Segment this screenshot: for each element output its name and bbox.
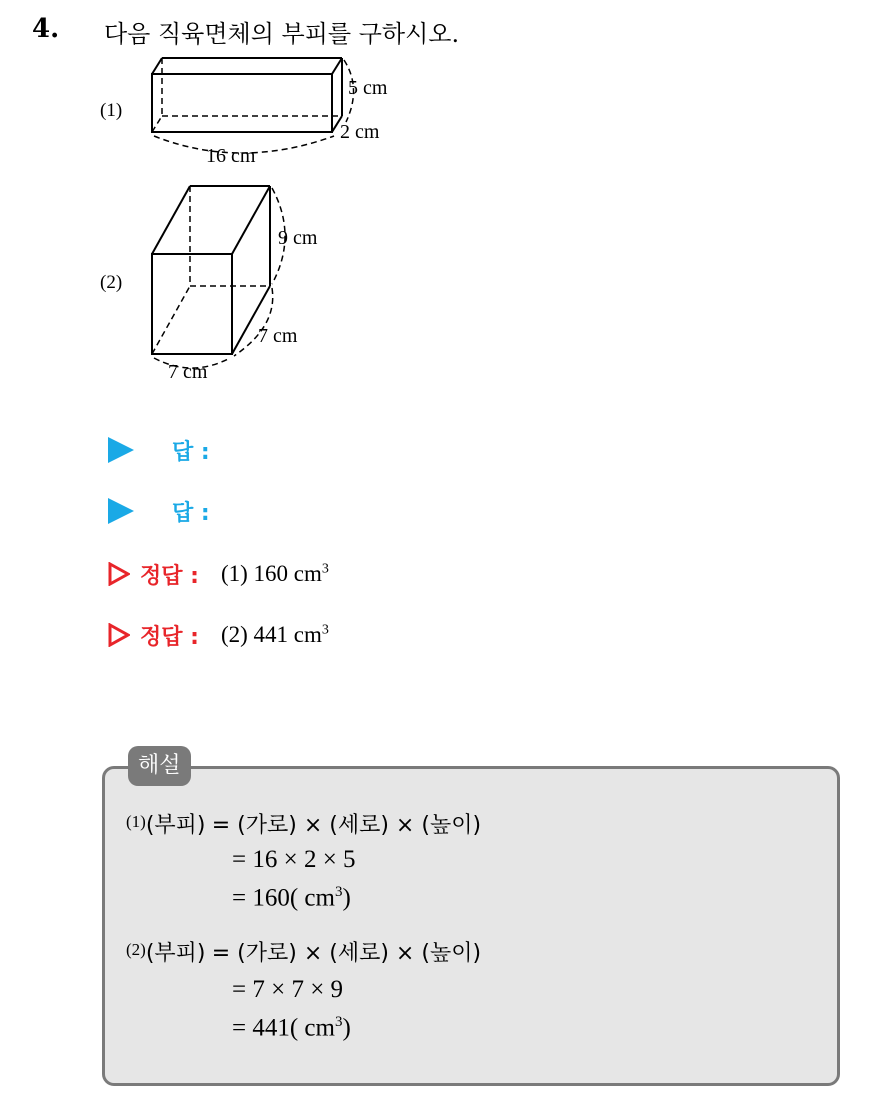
figure2-height-label: 9 cm [278, 227, 318, 249]
explanation-part1-line1: $^{(1)}$(부피) = (가로) × (세로) × (높이) [126, 812, 482, 838]
correct-answer-label: 정답 : [140, 563, 199, 589]
figure1-depth-label: 2 cm [340, 121, 380, 143]
correct-answer-row-1 [108, 554, 329, 594]
explanation-tag: 해설 [128, 746, 191, 786]
outline-triangle-icon [108, 562, 130, 586]
correct-answer-value: (2) 441 $cm^3$ [220, 622, 329, 647]
play-triangle-icon [108, 437, 134, 463]
question-number: 4. [32, 14, 60, 44]
figure1-width-label: 16 cm [206, 145, 256, 167]
answer-label: 답 : [172, 500, 210, 526]
correct-answer-row-2 [108, 615, 329, 655]
figure1-label: (1) [100, 100, 123, 121]
figure2-label: (2) [100, 272, 123, 293]
play-triangle-icon [108, 498, 134, 524]
outline-triangle-icon [108, 623, 130, 647]
answer-label: 답 : [172, 439, 210, 465]
explanation-part2-line2: = 7 × 7 × 9 [232, 976, 344, 1003]
answer-row-2 [108, 491, 210, 531]
figure2-width-label: 7 cm [168, 361, 208, 383]
correct-answer-value: (1) 160 $cm^3$ [220, 561, 329, 586]
correct-answer-label: 정답 : [140, 624, 199, 650]
figure2-cuboid [140, 176, 360, 386]
explanation-part1-line2: = 16 × 2 × 5 [232, 846, 356, 873]
explanation-part2-line3: = 441( $cm^3$) [232, 1014, 351, 1042]
figure1-height-label: 5 cm [348, 77, 388, 99]
answer-row-1 [108, 430, 210, 470]
explanation-part2-line1: $^{(2)}$(부피) = (가로) × (세로) × (높이) [126, 940, 482, 966]
figure2-depth-label: 7 cm [258, 325, 298, 347]
explanation-part1-line3: = 160( $cm^3$) [232, 884, 351, 912]
question-text: 다음 직육면체의 부피를 구하시오. [104, 20, 460, 48]
figure1-cuboid [140, 50, 400, 170]
